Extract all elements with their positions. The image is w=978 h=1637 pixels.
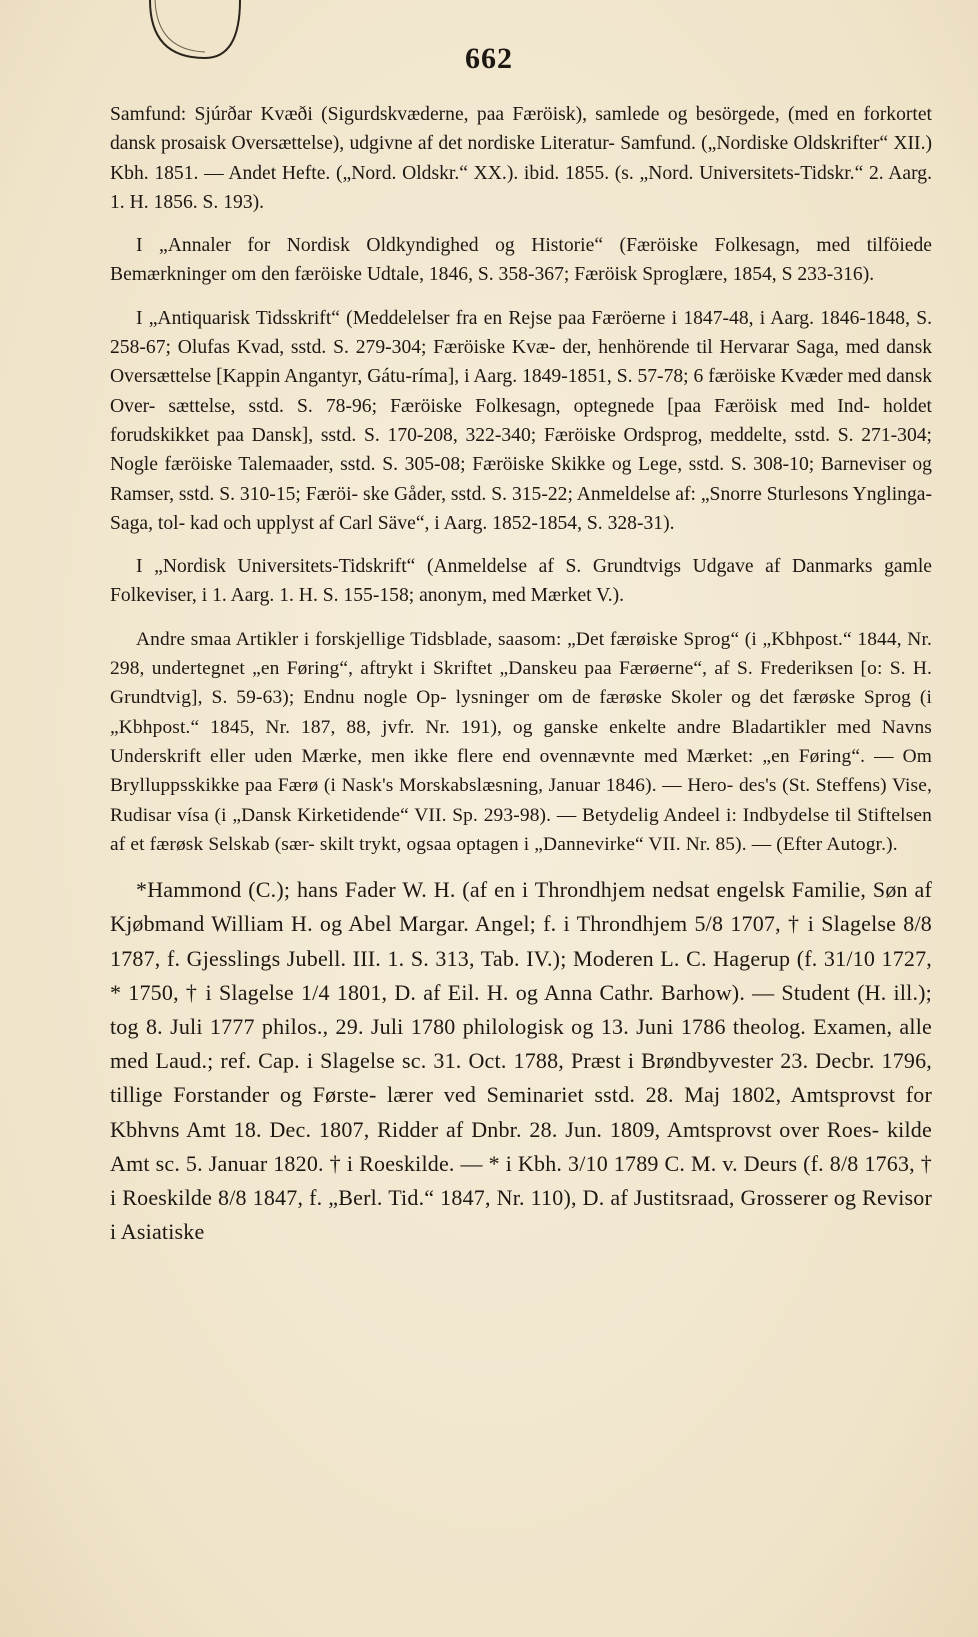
text-line: Oldskr.“ XX.). ibid. 1855. (s. „Nord. Universitets-Tidskr.“ 2. Aarg. 1. H. bbox=[110, 162, 932, 213]
text-line: 18. Dec. 1807, Ridder af Dnbr. 28. Jun. 1809, Amtsprovst over Roes- bbox=[233, 1116, 887, 1142]
text-line: i Slagelse 1/4 1801, D. af Eil. H. og Anna Cathr. Barhow). — Student bbox=[205, 979, 858, 1005]
text-line: meddelte, sstd. S. 271-304; Nogle færöiske Talemaader, sstd. S. 305-08; Færöiske bbox=[110, 424, 932, 476]
text-line: kilde Amt sc. 5. Januar 1820. † i Roeskilde. — * i Kbh. 3/10 1789 bbox=[110, 1116, 932, 1176]
paragraph-samfund bbox=[110, 100, 932, 217]
text-line: 1786 theolog. Examen, alle med Laud.; ref. Cap. i Slagelse sc. 31. Oct. bbox=[110, 1013, 932, 1074]
text-line: engelsk Familie, Søn af Kjøbmand William H. og Abel Margar. Angel; f. bbox=[110, 877, 933, 937]
text-line: *Hammond (C.); hans Fader W. H. (af en i Throndhjem nedsat bbox=[136, 877, 717, 903]
text-line: kad och upplyst af Carl Säve“, i Aarg. 1852-1854, S. 328-31). bbox=[190, 512, 675, 534]
text-line: I „Annaler for Nordisk Oldkyndighed og Historie“ (Færöiske Folkesagn, med bbox=[136, 235, 867, 257]
text-line: (H. ill.); tog 8. Juli 1777 philos., 29. Juli 1780 philologisk og 13. Juni bbox=[110, 979, 932, 1039]
text-line: (med en forkortet dansk prosaisk Oversættelse), udgivne af det nordiske Literatur- bbox=[110, 104, 932, 155]
entry-spacer bbox=[110, 859, 932, 873]
text-line: der, henhörende til Hervarar Saga, med dansk Oversættelse [Kappin Angantyr, bbox=[110, 337, 932, 388]
text-line: sættelse, sstd. S. 78-96; Færöiske Folkesagn, optegnede [paa Færöisk med Ind- bbox=[168, 395, 884, 417]
text-line: uden Mærke, men ikke flere end ovennævnte med Mærket: „en Føring“. — Om bbox=[254, 745, 932, 767]
text-line: C. M. v. Deurs (f. 8/8 1763, † i Roeskilde 8/8 1847, f. „Berl. bbox=[110, 1150, 932, 1210]
text-line: lysninger om de færøske Skoler og det færøske Sprog (i „Kbhpost.“ 1845, bbox=[110, 687, 933, 738]
text-line: Gátu-ríma], i Aarg. 1849-1851, S. 57-78; 6 færöiske Kvæder med dansk Over- bbox=[110, 366, 932, 417]
page-number: 662 bbox=[465, 42, 513, 75]
text-line: — Betydelig Andeel i: Indbydelse til Stiftelsen af et færøsk Selskab (sær- bbox=[110, 804, 932, 855]
text-line: S. 313, Tab. IV.); Moderen L. C. Hagerup (f. 31/10 1727, * 1750, † bbox=[110, 945, 932, 1005]
text-line: Samfund. („Nordiske Oldskrifter“ XII.) Kbh. 1851. — Andet Hefte. („Nord. bbox=[110, 133, 933, 184]
text-line: tilföiede Bemærkninger om den færöiske Udtale, 1846, S. 358-367; Færöisk bbox=[110, 235, 932, 286]
paragraph-andre-artikler bbox=[110, 625, 932, 859]
text-line: i Throndhjem 5/8 1707, † i Slagelse 8/8 1787, f. Gjesslings Jubell. III. 1. bbox=[110, 911, 932, 971]
text-line: I „Antiquarisk Tidsskrift“ (Meddelelser fra en Rejse paa Færöerne i 1847-48, bbox=[136, 307, 760, 329]
text-line: holdet forudskikket paa Dansk], sstd. S. 170-208, 322-340; Færöiske Ordsprog, bbox=[110, 395, 932, 446]
text-line: Færøerne“, af S. Frederiksen [o: S. H. Grundtvig], S. 59-63); Endnu nogle Op- bbox=[110, 658, 932, 709]
text-line: Danmarks gamle Folkeviser, i 1. Aarg. 1. H. S. 155-158; anonym, med Mærket V.). bbox=[110, 556, 933, 607]
text-line: Andre smaa Artikler i forskjellige Tidsblade, saasom: „Det færøiske Sprog“ (i bbox=[136, 628, 763, 650]
paragraph-annaler bbox=[110, 231, 932, 290]
text-line: ske Gåder, sstd. S. 315-22; Anmeldelse af: „Snorre Sturlesons Ynglinga-Saga, tol- bbox=[110, 483, 932, 534]
text-line: 1788, Præst i Brøndbyvester 23. Decbr. 1796, tillige Forstander og Første- bbox=[110, 1048, 932, 1108]
text-line: 1856. S. 193). bbox=[153, 191, 265, 213]
text-line: Samfund: Sjúrðar Kvæði (Sigurdskvæderne, paa Færöisk), samlede og besörgede, bbox=[110, 104, 789, 125]
text-block bbox=[110, 100, 932, 1249]
text-line: Tid.“ 1847, Nr. 110), D. af Justitsraad, Grosserer og Revisor i Asiatiske bbox=[110, 1184, 932, 1245]
text-line: lærer ved Seminariet sstd. 28. Maj 1802, Amtsprovst for Kbhvns Amt bbox=[110, 1082, 933, 1142]
text-line: Nr. 187, 88, jvfr. Nr. 191), og ganske enkelte andre Bladartikler med Navns Underskrift eller bbox=[110, 716, 933, 767]
entry-hammond bbox=[110, 873, 932, 1249]
text-line: i Aarg. 1846-1848, S. 258-67; Olufas Kvad, sstd. S. 279-304; Færöiske Kvæ- bbox=[110, 307, 932, 359]
paragraph-antiquarisk bbox=[110, 304, 932, 538]
text-line: des's (St. Steffens) Vise, Rudisar vísa (i „Dansk Kirketidende“ VII. Sp. 293-98). bbox=[110, 775, 932, 826]
text-line: skilt trykt, ogsaa optagen i „Dannevirke“ VII. Nr. 85). — (Efter Autogr.). bbox=[319, 833, 898, 855]
text-line: „Kbhpost.“ 1844, Nr. 298, undertegnet „en Føring“, aftrykt i Skriftet „Danskeu paa bbox=[110, 628, 932, 680]
text-line: Sproglære, 1854, S 233-316). bbox=[642, 264, 875, 286]
text-line: I „Nordisk Universitets-Tidskrift“ (Anmeldelse af S. Grundtvigs Udgave af bbox=[136, 556, 792, 578]
text-line: Skikke og Lege, sstd. S. 308-10; Barneviser og Ramser, sstd. S. 310-15; Færöi- bbox=[110, 454, 932, 505]
paragraph-universitets bbox=[110, 552, 932, 611]
text-line: Brylluppsskikke paa Færø (i Nask's Morskabslæsning, Januar 1846). — Hero- bbox=[110, 775, 739, 797]
